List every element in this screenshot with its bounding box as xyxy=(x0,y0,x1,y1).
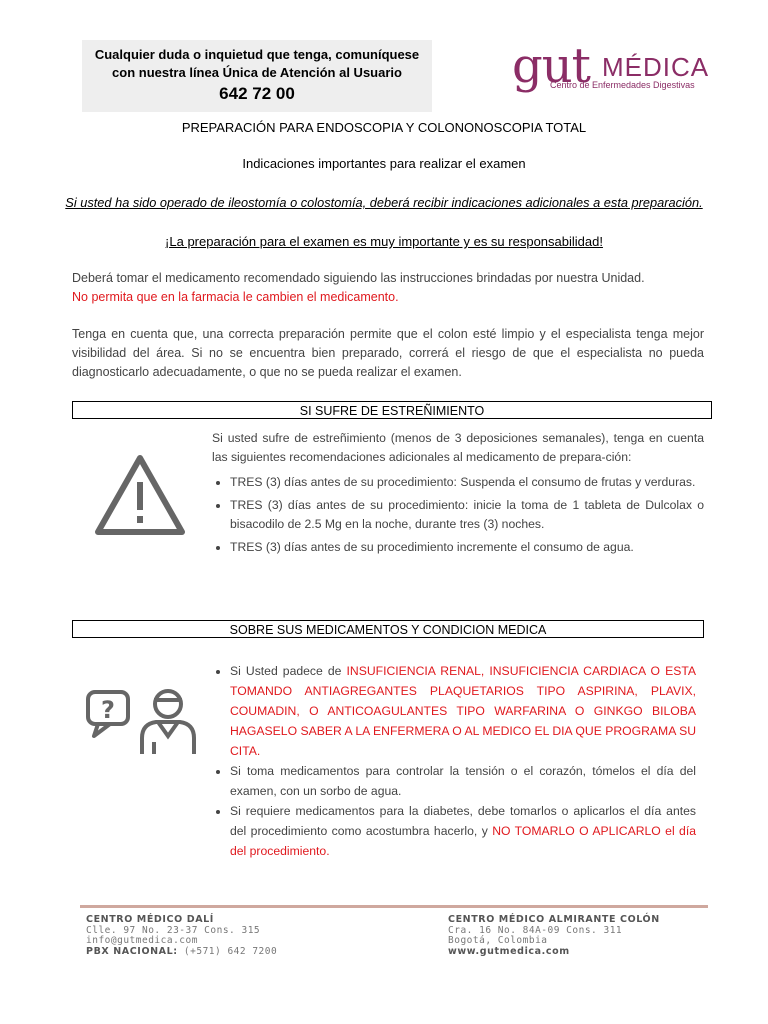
list-item: • TRES (3) días antes de su procedimiento incremente el consumo de agua. xyxy=(230,538,704,557)
medication-warning: No permita que en la farmacia le cambien el medicamento. xyxy=(72,290,399,304)
logo-gut: gut xyxy=(512,38,590,94)
svg-text:?: ? xyxy=(101,696,115,724)
constipation-content xyxy=(212,429,704,561)
diabetes-warning: NO TOMARLO O APLICARLO el día del procedimiento. xyxy=(230,824,696,858)
condition-prefix: Si Usted padece de xyxy=(230,664,347,678)
ostomy-warning: Si usted ha sido operado de ileostomía o colostomía, deberá recibir indicaciones adicionales a esta preparación. xyxy=(65,195,703,210)
preparation-paragraph: Tenga en cuenta que, una correcta preparación permite que el colon esté limpio y el especialista tenga mejor visibilidad del área. Si no se encuentra bien preparado, correrá el riesgo de que el especialista no pueda diagnosticarlo adecuadamente, o que no se pueda realizar el examen. xyxy=(72,327,704,379)
medication-list xyxy=(212,661,696,861)
diabetes-prefix: Si requiere medicamentos para la diabetes, debe tomarlos o aplicarlos el día antes del procedimiento como acostumbra hacerlo, y xyxy=(230,804,696,838)
medication-content xyxy=(212,661,696,865)
document-title: PREPARACIÓN PARA ENDOSCOPIA Y COLONONOSCOPIA TOTAL xyxy=(181,120,587,135)
list-item: • TRES (3) días antes de su procedimiento: inicie la toma de 1 tableta de Dulcolax o bisacodilo de 2.5 Mg en la noche, durante tres (3) noches. xyxy=(230,496,704,534)
responsibility-note: ¡La preparación para el examen es muy importante y es su responsabilidad! xyxy=(165,234,603,249)
medication-paragraph xyxy=(72,269,704,307)
constipation-list xyxy=(212,473,704,557)
contact-line-2: con nuestra línea Única de Atención al Usuario xyxy=(112,65,402,80)
medication-condition-header: SOBRE SUS MEDICAMENTOS Y CONDICION MEDICA xyxy=(72,620,704,638)
footer-right-address: Cra. 16 No. 84A-09 Cons. 311 xyxy=(448,924,623,936)
doctor-question-icon xyxy=(84,686,202,756)
contact-phone: 642 72 00 xyxy=(219,84,295,103)
list-item xyxy=(230,661,696,761)
footer-pbx: (+571) 642 7200 xyxy=(183,945,278,957)
list-item: • TRES (3) días antes de su procedimiento: Suspenda el consumo de frutas y verduras. xyxy=(230,473,704,492)
footer-pbx-label: PBX NACIONAL: xyxy=(86,945,178,957)
footer-right-city: Bogotá, Colombia xyxy=(448,935,548,946)
contact-line-1: Cualquier duda o inquietud que tenga, comuníquese xyxy=(94,47,420,62)
footer-divider xyxy=(80,905,708,908)
condition-warning: INSUFICIENCIA RENAL, INSUFICIENCIA CARDIACA O ESTA TOMANDO ANTIAGREGANTES PLAQUETARIOS TIPO ASPIRINA, PLAVIX, COUMADIN, O ANTICOAGULANTES TIPO WARFARINA O GINKGO BILOBA HAGASELO SABER A LA ENFERMERA O AL MEDICO EL DIA QUE PROGRAMA SU CITA. xyxy=(230,664,696,758)
footer-left-name: CENTRO MÉDICO DALÍ xyxy=(86,914,214,925)
constipation-header: SI SUFRE DE ESTREÑIMIENTO xyxy=(72,401,712,419)
warning-triangle-icon xyxy=(92,452,188,540)
list-item xyxy=(230,801,696,861)
footer-left-address: Clle. 97 No. 23-37 Cons. 315 xyxy=(86,924,261,936)
list-item: • Si toma medicamentos para controlar la tensión o el corazón, tómelos el día del examen, con un sorbo de agua. xyxy=(230,761,696,801)
logo-subtitle: Centro de Enfermedades Digestivas xyxy=(550,80,695,90)
medication-instruction: Deberá tomar el medicamento recomendado siguiendo las instrucciones brindadas por nuestra Unidad. xyxy=(72,271,645,285)
footer-right-name: CENTRO MÉDICO ALMIRANTE COLÓN xyxy=(448,914,660,925)
footer-right xyxy=(448,915,660,957)
document-subtitle: Indicaciones importantes para realizar el examen xyxy=(242,156,526,171)
gutmedica-logo xyxy=(512,38,732,112)
contact-box xyxy=(82,40,432,112)
logo-medica: MÉDICA xyxy=(602,52,710,82)
footer-left xyxy=(86,915,277,957)
constipation-intro: Si usted sufre de estreñimiento (menos de 3 deposiciones semanales), tenga en cuenta las siguientes recomendaciones adicionales al medicamento de prepara-ción: xyxy=(212,431,704,464)
footer-left-email: info@gutmedica.com xyxy=(86,935,198,946)
footer-right-web: www.gutmedica.com xyxy=(448,945,570,957)
